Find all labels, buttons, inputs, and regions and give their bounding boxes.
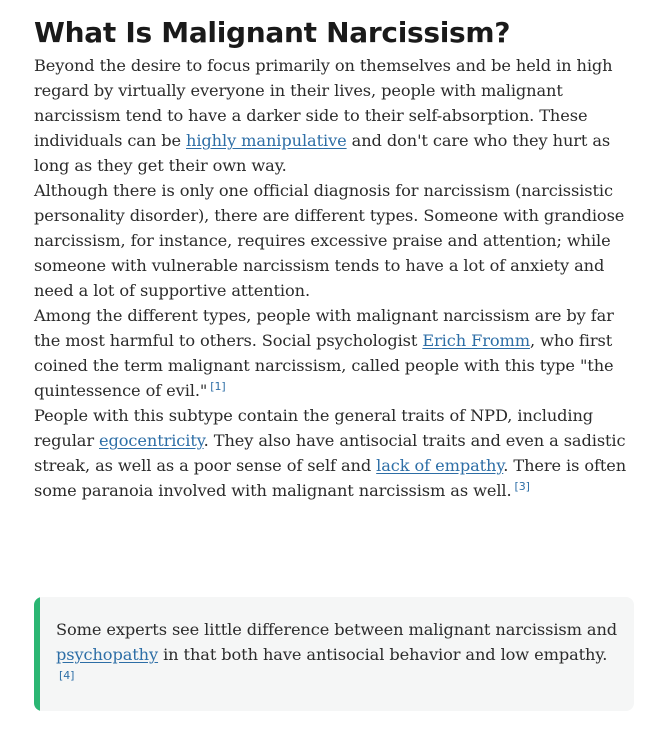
paragraph-text: . They also have antisocial traits and even a sadistic streak, as well as a poor sense of self and: [34, 431, 626, 475]
citation-ref-4[interactable]: [4]: [59, 669, 75, 682]
callout-text: [56, 617, 621, 692]
citation-ref-1[interactable]: [1]: [210, 380, 226, 393]
paragraph-text: , who first coined the term malignant narcissism, called people with this type "the quintessence of evil.": [34, 331, 614, 400]
link-lack-of-empathy[interactable]: lack of empathy: [376, 456, 504, 475]
callout-box: [34, 597, 634, 711]
page-title: What Is Malignant Narcissism?: [34, 16, 511, 49]
paragraph-2: [34, 178, 634, 303]
link-erich-fromm[interactable]: Erich Fromm: [422, 331, 531, 350]
link-highly-manipulative[interactable]: highly manipulative: [186, 131, 347, 150]
paragraph-1: [34, 53, 634, 178]
paragraph-text: People with this subtype contain the general traits of NPD, including regular: [34, 406, 594, 450]
paragraph-text: and don't care who they hurt as long as they get their own way.: [34, 131, 611, 175]
article: [34, 0, 634, 503]
link-psychopathy[interactable]: psychopathy: [56, 645, 159, 664]
paragraph-text: Some experts see little difference between malignant narcissism and: [56, 620, 618, 639]
citation-ref-3[interactable]: [3]: [514, 480, 530, 493]
callout-accent-bar: [34, 597, 40, 711]
paragraph-text: Among the different types, people with malignant narcissism are by far the most harmful to others. Social psychologist: [34, 306, 614, 350]
paragraph-text: . There is often some paranoia involved with malignant narcissism as well.: [34, 456, 627, 500]
paragraph-text: Although there is only one official diagnosis for narcissism (narcissistic personality disorder), there are different types. Someone with grandiose narcissism, for instance, requires excessive praise and attention; while someone with vulnerable narcissism tends to have a lot of anxiety and need a lot of supportive attention.: [34, 181, 625, 300]
paragraph-3: [34, 303, 634, 403]
paragraph-text: Beyond the desire to focus primarily on themselves and be held in high regard by virtually everyone in their lives, people with malignant narcissism tend to have a darker side to their self-absorption. These individuals can be: [34, 56, 613, 150]
paragraph-4: [34, 403, 634, 503]
link-egocentricity[interactable]: egocentricity: [99, 431, 204, 450]
paragraph-text: in that both have antisocial behavior and low empathy.: [158, 645, 608, 664]
